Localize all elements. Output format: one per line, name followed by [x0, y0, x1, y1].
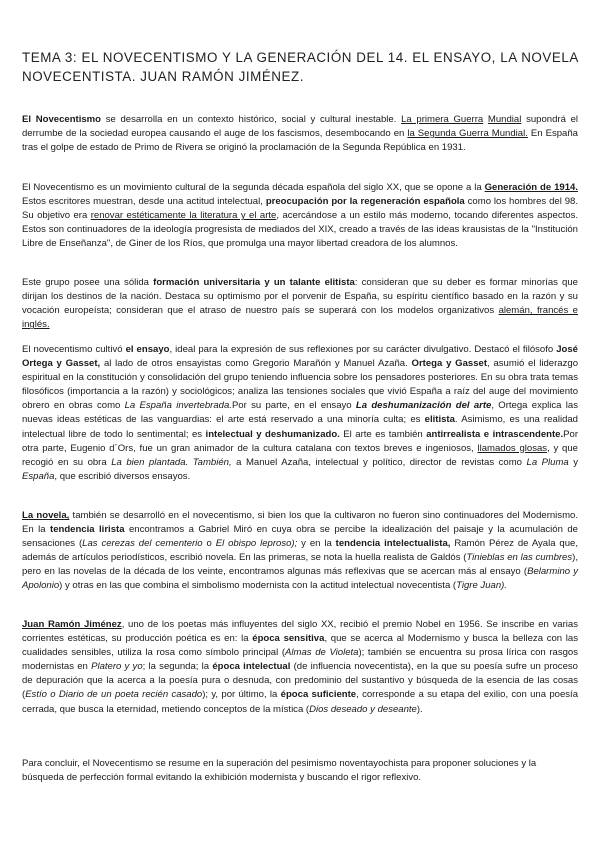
paragraph-context: El Novecentismo se desarrolla en un contexto histórico, social y cultural inestable. La primera Guerra Mundial supondrá el derrumbe de la sociedad europea causando el auge de los fascismos, desembocando en la Segunda Guerra Mundial. En España tras el golpe de estado de Primo de Rivera se originó la proclamación de la Segunda República en 1931. [22, 114, 579, 154]
document-title: TEMA 3: EL NOVECENTISMO Y LA GENERACIÓN DEL 14. EL ENSAYO, LA NOVELA NOVECENTISTA. JUAN RAMÓN JIMÉNEZ. [22, 50, 579, 84]
paragraph-group: Este grupo posee una sólida formación universitaria y un talante elitista: consideran que su deber es formar minorías que dirijan los destinos de la nación. Destaca su optimismo por el porvenir de España, su espíritu científico basado en la razón y su vocación europeísta; consideran que el atraso de nuestro país se superará con los modelos organizativos alemán, francés e inglés. [22, 277, 578, 331]
paragraph-novel: La novela, también se desarrolló en el novecentismo, si bien los que la cultivaron no fueron sino continuadores del Modernismo. En la tendencia lirista encontramos a Gabriel Miró en cuya obra se percibe la idealización del paisaje y la acumulación de sensaciones (Las cerezas del cementerio o El obispo leproso); y en la tendencia intelectualista, Ramón Pérez de Ayala que, además de artículos periodísticos, escribió novela. En las primeras, se nota la huella realista de Galdós (Tinieblas en las cumbres), pero en las novelas de la década de los veinte, encontramos algunas más reflexivas que se acercan más al ensayo (Belarmino y Apolonio) y otras en las que combina el simbolismo modernista con la actitud intelectual novecentista (Tigre Juan). [22, 510, 579, 592]
paragraph-essay: El novecentismo cultivó el ensayo, ideal para la expresión de sus reflexiones por su carácter divulgativo. Destacó el filósofo José Ortega y Gasset, al lado de otros ensayistas como Gregorio Marañón y Manuel Azaña. Ortega y Gasset, asumió el liderazgo espiritual en la constitución y consolidación del grupo teniendo influencia sobre los pensadores posteriores. En su obra trata temas filosóficos (importancia a la razón) y sociológicos; analiza las tensiones sociales que vivió España a raíz del auge del movimiento obrero en obras como La España invertebrada.Por su parte, en el ensayo La deshumanización del arte, Ortega explica las nuevas ideas estéticas de las vanguardias: el arte está reservado a una minoría culta; es elitista. Asimismo, es una realidad intelectual libre de todo lo sentimental; es intelectual y deshumanizado. El arte es también antirrealista e intrascendente.Por otra parte, Eugenio d´Ors, fue un gran animador de la cultura catalana con textos breves e ingeniosos, llamados glosas, y que recogió en su obra La bien plantada. También, a Manuel Azaña, intelectual y político, director de revistas como La Pluma y España, que escribió diversos ensayos. [22, 344, 579, 482]
paragraph-conclusion: Para concluir, el Novecentismo se resume en la superación del pesimismo noventayochista para proponer soluciones y la búsqueda de perfección formal evitando la exhibición modernista y buscando el rigor reflexivo. [22, 758, 537, 784]
term-novecentismo: El Novecentismo [22, 114, 101, 125]
paragraph-movement: El Novecentismo es un movimiento cultural de la segunda década española del siglo XX, que se opone a la Generación de 1914. Estos escritores muestran, desde una actitud intelectual, preocupación por la regeneración española como los hombres del 98. Su objetivo era renovar estéticamente la literatura y el arte, acercándose a un estilo más moderno, tocando diferentes aspectos. Estos son continuadores de la ideología progresista de mediados del XIX, creado a través de las ideas krausistas de la "Institución Libre de Enseñanza", de Giner de los Ríos, que promulga una mayor libertad creadora de los alumnos. [22, 182, 579, 250]
paragraph-juan-ramon: Juan Ramón Jiménez, uno de los poetas más influyentes del siglo XX, recibió el premio Nobel en 1956. Se inscribe en varias corrientes estéticas, su producción poética es en: la época sensitiva, que se acerca al Modernismo y busca la belleza con las cualidades sensibles, utiliza la rosa como símbolo principal (Almas de Violeta); también se encuentra su prosa lírica con rasgos modernistas en Platero y yo; la segunda; la época intelectual (de influencia novecentista), en la que su poesía sufre un proceso de depuración que la acerca a la poesía pura o desnuda, con predominio del sustantivo y búsqueda de la esencia de las cosas (Estío o Diario de un poeta recién casado); y, por último, la época suficiente, corresponde a su etapa del exilio, con una poesía cerrada, que busca la eternidad, metiendo conceptos de la mística (Dios deseado y deseante). [22, 619, 579, 715]
